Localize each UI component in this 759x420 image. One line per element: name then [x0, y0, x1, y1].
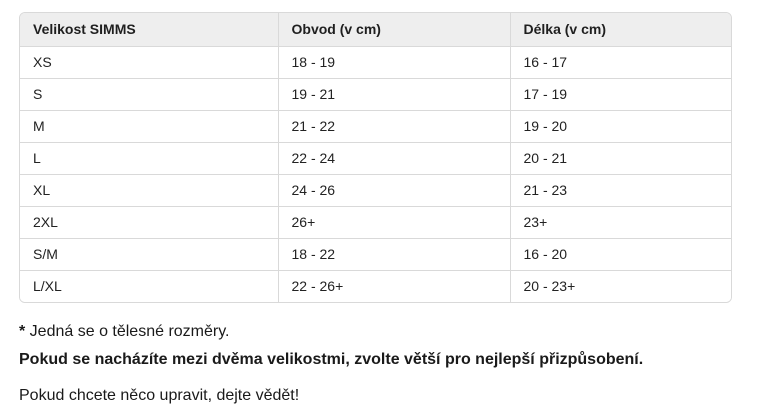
table-row [20, 142, 731, 174]
cell-size: 2XL [20, 206, 278, 238]
cell-size: XS [20, 46, 278, 78]
cell-length: 20 - 23+ [510, 270, 731, 302]
cell-length: 16 - 20 [510, 238, 731, 270]
table-header-row [20, 13, 731, 46]
table-row [20, 46, 731, 78]
notes-section [19, 322, 739, 406]
header-length: Délka (v cm) [510, 13, 731, 46]
cell-size: S/M [20, 238, 278, 270]
table-row [20, 174, 731, 206]
size-chart-table [19, 12, 732, 303]
fit-advice-note: Pokud se nacházíte mezi dvěma velikostmi, zvolte větší pro nejlepší přizpůsobení. [19, 351, 644, 368]
table-row [20, 78, 731, 110]
cell-circumference: 18 - 22 [278, 238, 510, 270]
header-size: Velikost SIMMS [20, 13, 278, 46]
table-row [20, 238, 731, 270]
table-row [20, 270, 731, 302]
cell-length: 23+ [510, 206, 731, 238]
cell-length: 21 - 23 [510, 174, 731, 206]
asterisk-marker: * [19, 323, 26, 340]
body-measurement-text: Jedná se o tělesné rozměry. [25, 323, 230, 340]
table-row [20, 110, 731, 142]
cell-circumference: 26+ [278, 206, 510, 238]
table-row [20, 206, 731, 238]
cell-length: 19 - 20 [510, 110, 731, 142]
cell-circumference: 22 - 24 [278, 142, 510, 174]
body-measurement-note [19, 322, 739, 342]
cell-size: L/XL [20, 270, 278, 302]
cell-circumference: 24 - 26 [278, 174, 510, 206]
cell-circumference: 19 - 21 [278, 78, 510, 110]
cell-circumference: 18 - 19 [278, 46, 510, 78]
cell-length: 20 - 21 [510, 142, 731, 174]
cell-circumference: 21 - 22 [278, 110, 510, 142]
cell-size: L [20, 142, 278, 174]
cell-length: 17 - 19 [510, 78, 731, 110]
cell-circumference: 22 - 26+ [278, 270, 510, 302]
header-circumference: Obvod (v cm) [278, 13, 510, 46]
cell-size: S [20, 78, 278, 110]
size-table [20, 13, 731, 302]
cell-size: XL [20, 174, 278, 206]
cell-size: M [20, 110, 278, 142]
closing-note: Pokud chcete něco upravit, dejte vědět! [19, 387, 300, 404]
cell-length: 16 - 17 [510, 46, 731, 78]
